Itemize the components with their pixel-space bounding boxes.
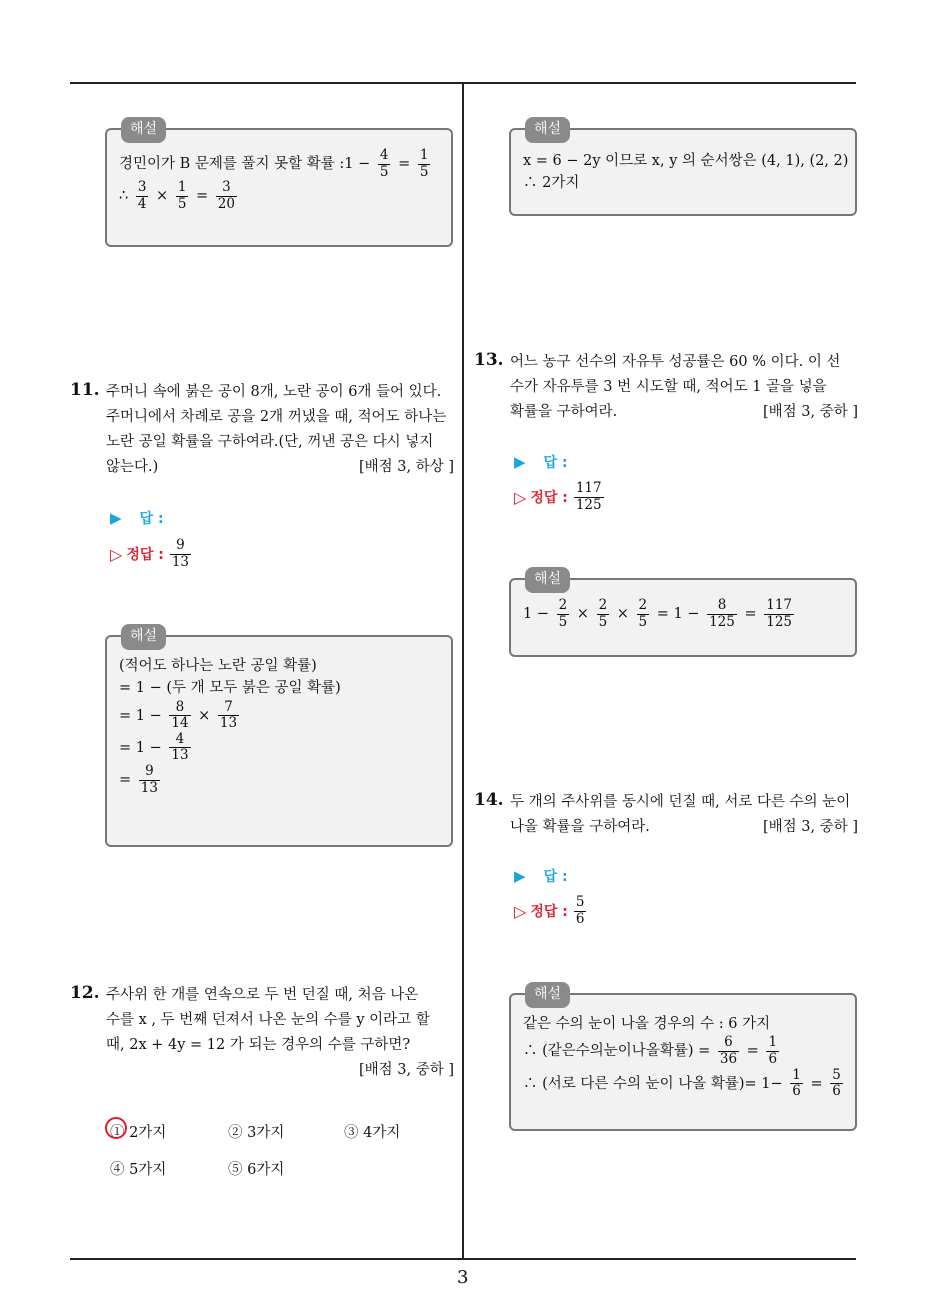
triangle-outline-icon: ▷ [110,544,123,564]
question-14-text: 두 개의 주사위를 동시에 던질 때, 서로 다른 수의 눈이 나올 확률을 구하여라. [배점 3, 중하 ] [510,790,858,840]
fraction: $\frac{1}{5}$ [177,179,187,212]
answer-field[interactable]: ▶ 답 : [514,453,568,471]
fraction: $\frac{5}{6}$ [575,894,585,927]
answer-field[interactable]: ▶ 답 : [110,509,164,527]
fraction: $\frac{4}{13}$ [171,730,189,764]
solution-tag: 해설 [525,117,570,143]
solution-tag: 해설 [525,982,570,1008]
solution-box-10 [105,121,453,247]
solution-line: x = 6 − 2y 이므로 x, y 의 순서쌍은 (4, 1), (2, 2) [523,153,849,169]
question-13-text: 어느 농구 선수의 자유투 성공률은 60 % 이다. 이 선 수가 자유투를 3 번 시도할 때, 적어도 1 골을 넣을 확률을 구하여라. [배점 3, 중하 ] [510,350,858,425]
solution-tag: 해설 [525,567,570,593]
answer-field[interactable]: ▶ 답 : [514,867,568,885]
fraction: $\frac{1}{6}$ [792,1066,801,1100]
fraction: $\frac{1}{5}$ [419,147,429,180]
question-meta: [배점 3, 중하 ] [358,1062,454,1078]
option-5[interactable]: ⑤ 6가지 [228,1162,285,1178]
option-1[interactable]: ① 2가지 [110,1121,166,1142]
bottom-rule [70,1258,856,1260]
fraction: $\frac{8}{125}$ [709,597,735,630]
question-meta: [배점 3, 중하 ] [762,819,858,835]
selected-circle-mark [105,1117,127,1139]
fraction: $\frac{7}{13}$ [219,698,238,732]
fraction: $\frac{4}{5}$ [379,147,389,180]
fraction: $\frac{2}{5}$ [638,597,648,630]
solution-line: ∴ 2가지 [523,175,580,192]
solution-box-11: 해설 (적어도 하나는 노란 공일 확률) = 1 − (두 개 모두 붉은 공일 확률) = 1 − $\frac{8}{14}$ × $\frac{7}{13}$ = 1 − $\frac{4}{13}$ = $\frac{9}{13}$ [105,635,453,847]
fraction: $\frac{9}{13}$ [171,537,190,570]
fraction: $\frac{8}{14}$ [171,698,189,732]
solution-box-14: 해설 같은 수의 눈이 나올 경우의 수 : 6 가지 ∴ (같은수의눈이나올확률) = $\frac{6}{36}$ = $\frac{1}{6}$ ∴ (서로 다른 수의 눈이 나올 확률)= 1− $\frac{1}{6}$ = $\frac{5}{6}$ [509,993,857,1131]
question-11-text: 주머니 속에 붉은 공이 8개, 노란 공이 6개 들어 있다. 주머니에서 차례로 공을 2개 꺼냈을 때, 적어도 하나는 노란 공일 확률을 구하여라.(단, 꺼낸 공은 다시 넣지 않는다.) [배점 3, 하상 ] [106,380,454,480]
question-meta: [배점 3, 하상 ] [358,459,454,475]
solution-box-12 [509,121,857,216]
play-icon: ▶ [514,453,526,471]
option-4[interactable]: ④ 5가지 [110,1162,167,1178]
question-number: 13. [474,350,504,370]
question-meta: [배점 3, 중하 ] [762,404,858,420]
fraction: $\frac{3}{20}$ [217,179,235,212]
solution-tag: 해설 [121,117,166,143]
correct-answer: ▷ 정답 : $\frac{5}{6}$ [514,894,585,927]
fraction: $\frac{1}{6}$ [768,1034,778,1067]
question-12-text: 주사위 한 개를 연속으로 두 번 던질 때, 처음 나온 수를 x , 두 번째 던져서 나온 눈의 수를 y 이라고 할 때, 2x + 4y = 12 가 되는 경우의 수를 구하면? [배점 3, 중하 ] [106,983,454,1083]
correct-answer: ▷ 정답 : $\frac{9}{13}$ [110,537,190,570]
fraction: $\frac{117}{125}$ [766,597,793,630]
fraction: $\frac{117}{125}$ [575,480,602,513]
solution-line: ∴ $\frac{3}{4}$ × $\frac{1}{5}$ = $\frac{3}{20}$ [119,179,235,212]
column-divider [462,82,464,1259]
triangle-outline-icon: ▷ [514,487,527,507]
correct-answer: ▷ 정답 : $\frac{117}{125}$ [514,480,602,513]
play-icon: ▶ [514,867,526,885]
option-2[interactable]: ② 3가지 [228,1125,285,1141]
fraction: $\frac{9}{13}$ [140,763,158,796]
fraction: $\frac{2}{5}$ [558,597,568,630]
question-number: 12. [70,983,100,1003]
solution-box-13: 해설 1 − $\frac{2}{5}$ × $\frac{2}{5}$ × $\frac{2}{5}$ = 1 − $\frac{8}{125}$ = $\frac{117}{125}$ [509,578,857,657]
solution-line: 경민이가 B 문제를 풀지 못할 확률 :1 − $\frac{4}{5}$ = $\frac{1}{5}$ [119,147,429,180]
play-icon: ▶ [110,509,122,527]
option-3[interactable]: ③ 4가지 [344,1125,401,1141]
fraction: $\frac{5}{6}$ [832,1066,841,1100]
fraction: $\frac{3}{4}$ [137,179,147,212]
triangle-outline-icon: ▷ [514,901,527,921]
fraction: $\frac{6}{36}$ [719,1034,738,1067]
question-number: 11. [70,380,100,400]
page-number: 3 [457,1267,469,1288]
fraction: $\frac{2}{5}$ [598,597,608,630]
solution-tag: 해설 [121,624,166,650]
question-number: 14. [474,790,504,810]
